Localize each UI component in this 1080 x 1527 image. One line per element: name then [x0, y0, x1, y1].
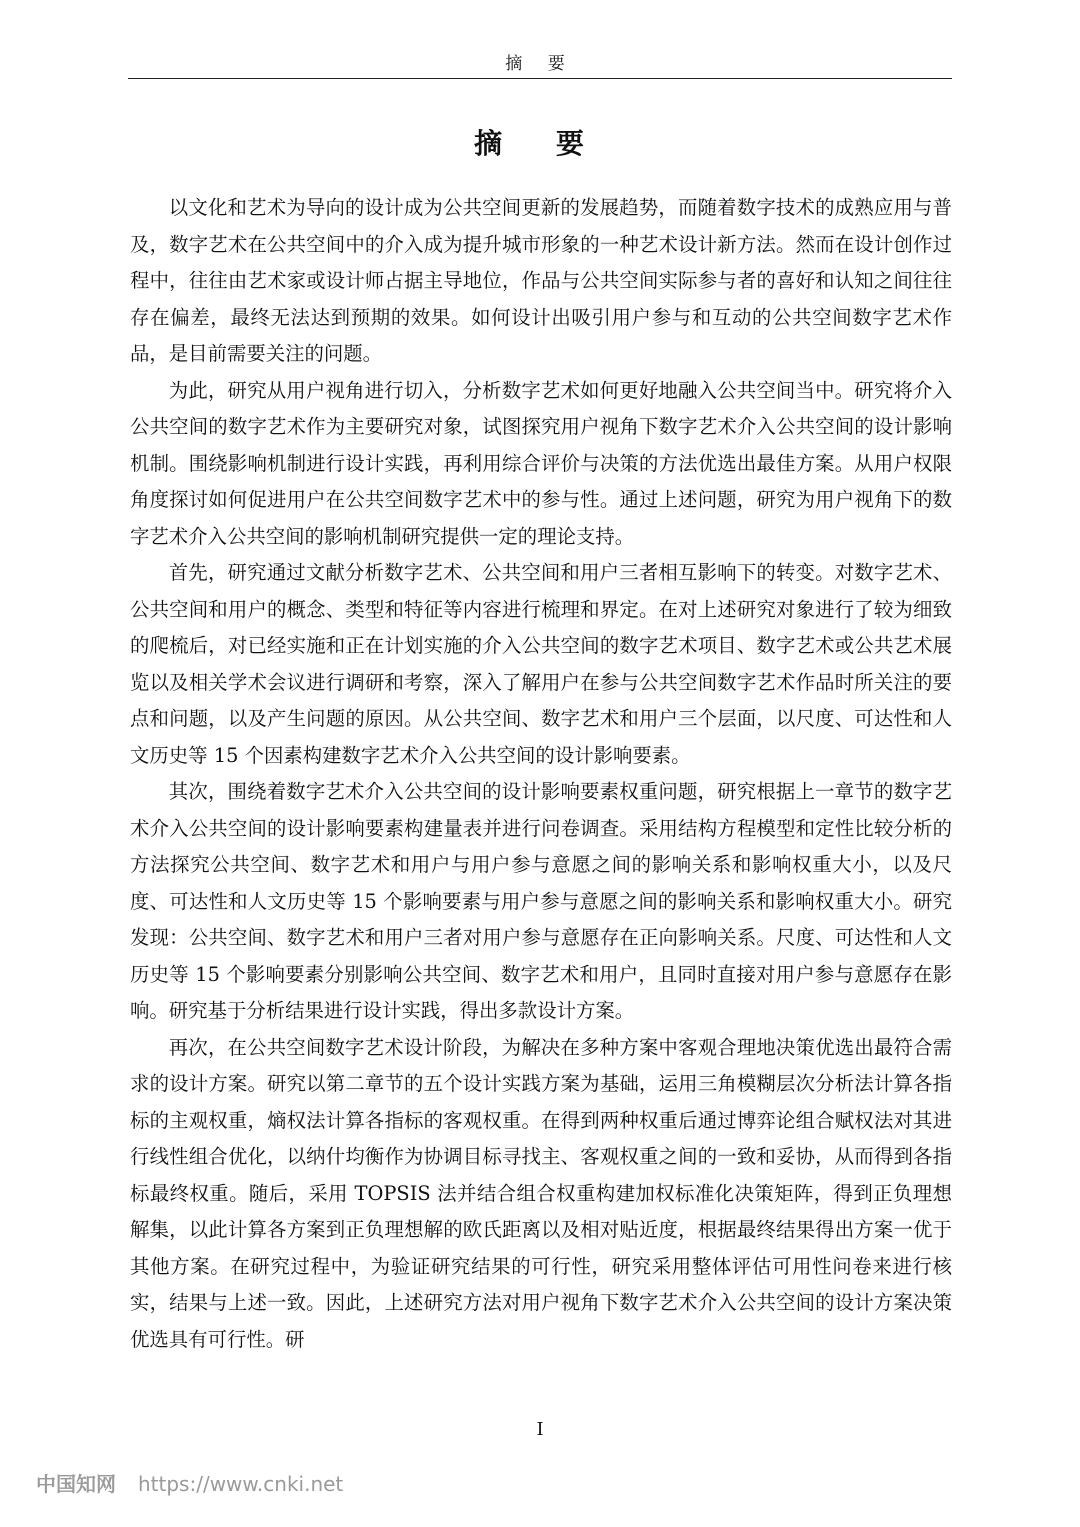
abstract-paragraph-3: 首先，研究通过文献分析数字艺术、公共空间和用户三者相互影响下的转变。对数字艺术、公共空间和用户的概念、类型和特征等内容进行梳理和界定。在对上述研究对象进行了较为细致的爬梳后，对已经实施和正在计划实施的介入公共空间的数字艺术项目、数字艺术或公共艺术展览以及相关学术会议进行调研和考察，深入了解用户在参与公共空间数字艺术作品时所关注的要点和问题，以及产生问题的原因。从公共空间、数字艺术和用户三个层面，以尺度、可达性和人文历史等 15 个因素构建数字艺术介入公共空间的设计影响要素。 [130, 561, 952, 767]
watermark-brand: 中国知网 [36, 1472, 116, 1496]
abstract-paragraph-1: 以文化和艺术为导向的设计成为公共空间更新的发展趋势，而随着数字技术的成熟应用与普及，数字艺术在公共空间中的介入成为提升城市形象的一种艺术设计新方法。然而在设计创作过程中，往往由艺术家或设计师占据主导地位，作品与公共空间实际参与者的喜好和认知之间往往存在偏差，最终无法达到预期的效果。如何设计出吸引用户参与和互动的公共空间数字艺术作品，是目前需要关注的问题。 [130, 196, 952, 365]
running-header: 摘 要 [505, 54, 575, 74]
abstract-title: 摘 要 [474, 127, 606, 160]
abstract-paragraph-5: 再次，在公共空间数字艺术设计阶段，为解决在多种方案中客观合理地决策优选出最符合需求的设计方案。研究以第二章节的五个设计实践方案为基础，运用三角模糊层次分析法计算各指标的主观权重，熵权法计算各指标的客观权重。在得到两种权重后通过博弈论组合赋权法对其进行线性组合优化，以纳什均衡作为协调目标寻找主、客观权重之间的一致和妥协，从而得到各指标最终权重。随后，采用 TOPSIS 法并结合组合权重构建加权标准化决策矩阵，得到正负理想解集，以此计算各方案到正负理想解的欧氏距离以及相对贴近度，根据最终结果得出方案一优于其他方案。在研究过程中，为验证研究结果的可行性，研究采用整体评估可用性问卷来进行核实，结果与上述一致。因此，上述研究方法对用户视角下数字艺术介入公共空间的设计方案决策优选具有可行性。研 [130, 1035, 952, 1351]
abstract-paragraph-2: 为此，研究从用户视角进行切入，分析数字艺术如何更好地融入公共空间当中。研究将介入公共空间的数字艺术作为主要研究对象，试图探究用户视角下数字艺术介入公共空间的设计影响机制。围绕影响机制进行设计实践，再利用综合评价与决策的方法优选出最佳方案。从用户权限角度探讨如何促进用户在公共空间数字艺术中的参与性。通过上述问题，研究为用户视角下的数字艺术介入公共空间的影响机制研究提供一定的理论支持。 [130, 378, 952, 548]
abstract-body [130, 190, 952, 1358]
header-rule [128, 78, 952, 79]
cnki-watermark [36, 1470, 343, 1498]
watermark-url: https://www.cnki.net [138, 1472, 344, 1496]
page-number: I [536, 1419, 544, 1440]
abstract-paragraph-4: 其次，围绕着数字艺术介入公共空间的设计影响要素权重问题，研究根据上一章节的数字艺术介入公共空间的设计影响要素构建量表并进行问卷调查。采用结构方程模型和定性比较分析的方法探究公共空间、数字艺术和用户与用户参与意愿之间的影响关系和影响权重大小，以及尺度、可达性和人文历史等 15 个影响要素与用户参与意愿之间的影响关系和影响权重大小。研究发现：公共空间、数字艺术和用户三者对用户参与意愿存在正向影响关系。尺度、可达性和人文历史等 15 个影响要素分别影响公共空间、数字艺术和用户，且同时直接对用户参与意愿存在影响。研究基于分析结果进行设计实践，得出多款设计方案。 [130, 780, 952, 1022]
